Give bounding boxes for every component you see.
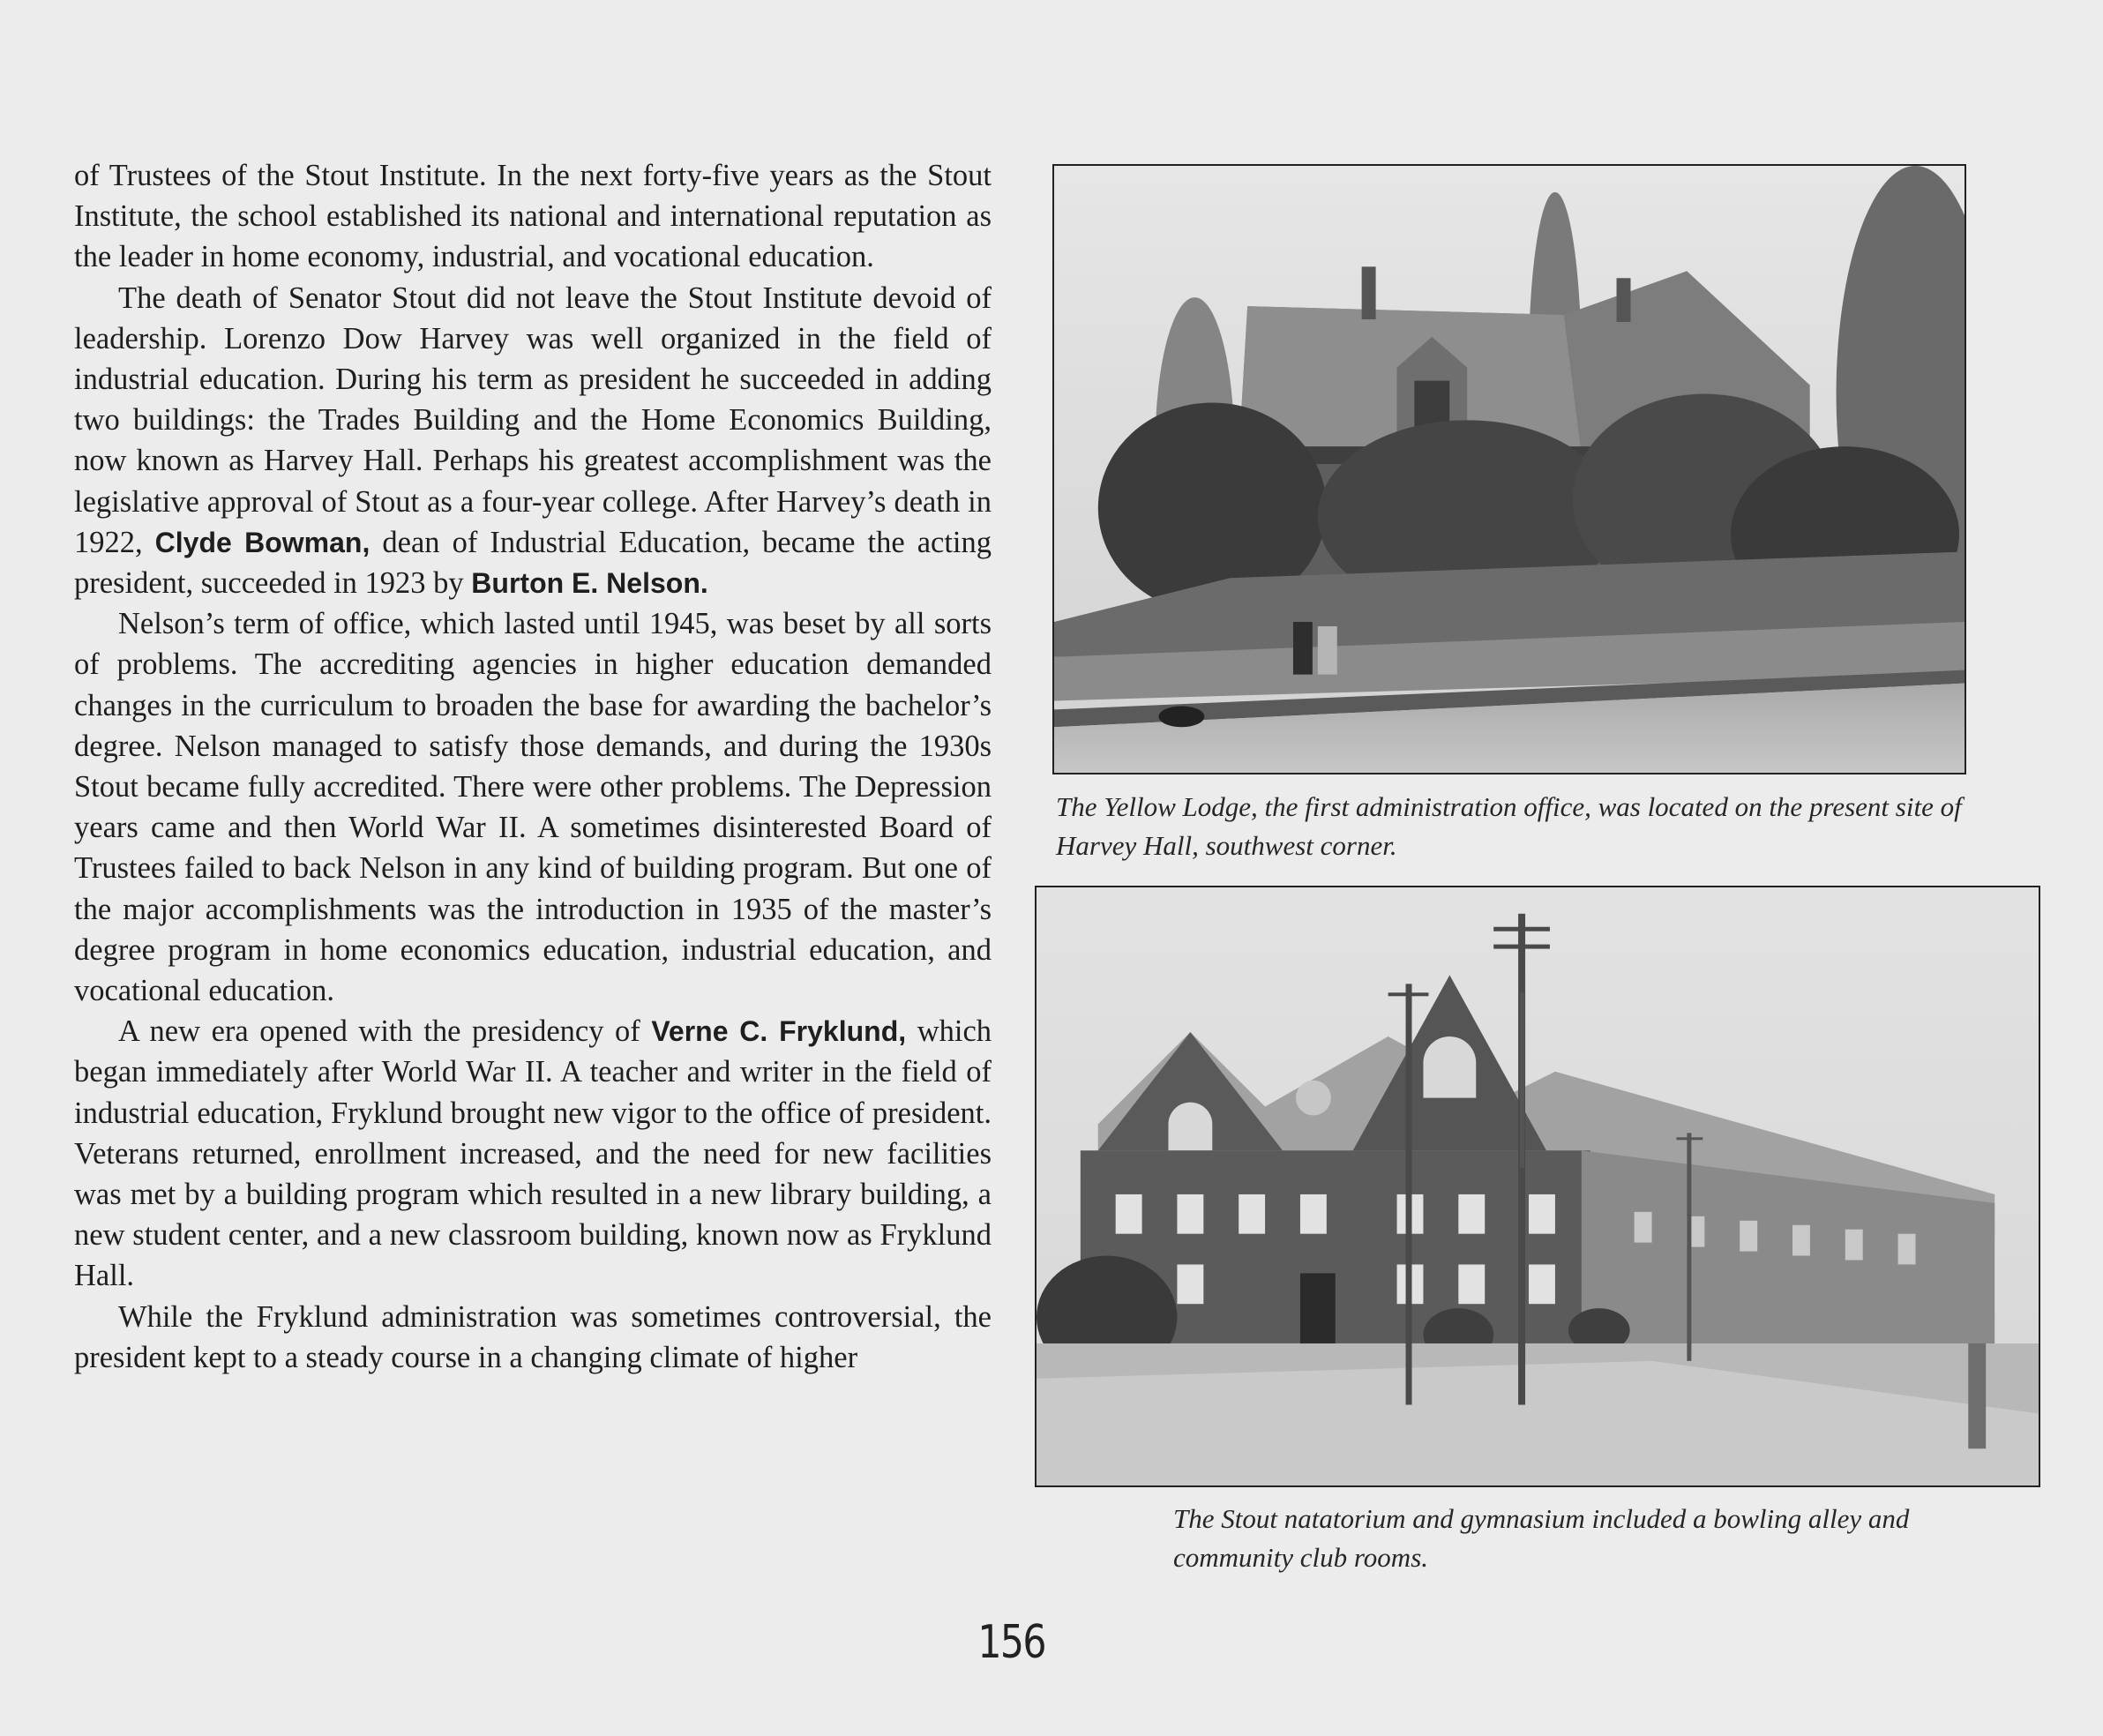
name-clyde-bowman: Clyde Bowman,	[154, 526, 370, 558]
photo-stout-natatorium	[1035, 886, 2040, 1487]
caption-stout-natatorium: The Stout natatorium and gymnasium included a bowling alley and community club rooms.	[1173, 1503, 1910, 1573]
paragraph-2-text-a: The death of Senator Stout did not leave the Stout Institute devoid of leadership. Lorenzo Dow Harvey was well organized in the field of industrial education. During his term as president he succeeded in adding two buildings: the Trades Building and the Home Economics Building, now known as Harvey Hall. Perhaps his greatest accomplishment was the legislative approval of Stout as a four-year college. After Harvey’s death in 1922,	[74, 281, 992, 559]
paragraph-4-text-b: which began immediately after World War II. A teacher and writer in the field of industrial education, Fryklund brought new vigor to the office of president. Veterans returned, enrollment increased, and the need for new facilities was met by a building program which resulted in a new library building, a new student center, and a new classroom building, known now as Fryklund Hall.	[74, 1014, 992, 1293]
name-burton-nelson: Burton E. Nelson.	[471, 567, 708, 600]
yellow-lodge-illustration	[1054, 166, 1965, 773]
paragraph-4-text-a: A new era opened with the presidency of	[118, 1014, 652, 1049]
name-verne-fryklund: Verne C. Fryklund,	[651, 1015, 907, 1048]
paragraph-4	[74, 1011, 992, 1296]
page-number: 156	[977, 1616, 1045, 1669]
paragraph-2	[74, 278, 992, 604]
caption-yellow-lodge: The Yellow Lodge, the first administration office, was located on the present site of Harvey Hall, southwest corner.	[1056, 791, 1962, 861]
paragraph-2-text-b: dean of Industrial Education, became the acting president, succeeded in 1923 by	[74, 525, 992, 601]
body-text-column	[74, 155, 992, 1378]
paragraph-5: While the Fryklund administration was sometimes controversial, the president kept to a steady course in a changing climate of higher	[74, 1299, 992, 1374]
paragraph-1: of Trustees of the Stout Institute. In the next forty-five years as the Stout Institute, the school established its national and international reputation as the leader in home economy, industrial, and vocational education.	[74, 159, 992, 274]
photo-yellow-lodge	[1052, 164, 1966, 774]
natatorium-illustration	[1037, 887, 2039, 1485]
paragraph-3: Nelson’s term of office, which lasted until 1945, was beset by all sorts of problems. The accrediting agencies in higher education demanded changes in the curriculum to broaden the base for awarding the bachelor’s degree. Nelson managed to satisfy those demands, and during the 1930s Stout became fully accredited. There were other problems. The Depression years came and then World War II. A sometimes disinterested Board of Trustees failed to back Nelson in any kind of building program. But one of the major accomplishments was the introduction in 1935 of the master’s degree program in home economics education, industrial education, and vocational education.	[74, 607, 992, 1008]
